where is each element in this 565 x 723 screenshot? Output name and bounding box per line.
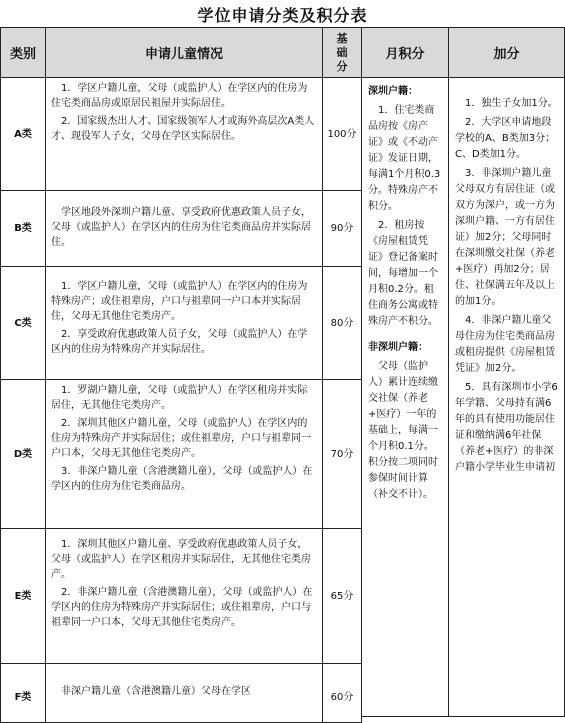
situation-item: 1．学区户籍儿童，父母（或监护人）在学区内的住房为住宅类商品房或原居民祖屋并实际居住。 <box>51 83 308 109</box>
situation-item: 2．深圳其他区户籍儿童，父母（或监护人）在学区内的住房为特殊房产并实际居住；或住祖辈房，户口与祖辈同一户口本，父母无其他住宅类房产。 <box>51 418 311 459</box>
score-cell: 70分 <box>322 379 362 529</box>
situation-cell <box>45 379 323 529</box>
nonlocal-heading: 非深圳户籍： <box>368 342 428 353</box>
category-cell: B类 <box>0 190 46 267</box>
bonus-rule: 1．独生子女加1分。 <box>465 98 558 109</box>
score-cell: 90分 <box>322 190 362 267</box>
bonus-cell <box>448 77 565 717</box>
bonus-rule: 4．非深户籍儿童父母住房为住宅类商品房或租房提供《房屋租赁凭证》加2分。 <box>455 315 555 374</box>
category-cell: A类 <box>0 77 46 191</box>
situation-item: 3．非深户籍儿童（含港澳籍儿童），父母（或监护人）在学区内的住房为住宅类商品房。 <box>51 466 313 492</box>
header-situation: 申请儿童情况 <box>45 27 323 78</box>
situation-item: 学区地段外深圳户籍儿童、享受政府优惠政策人员子女，父母（或监护人）在学区内的住房为住宅类商品房并实际居住。 <box>51 207 311 248</box>
score-cell: 60分 <box>322 663 362 723</box>
shenzhen-heading: 深圳户籍： <box>368 86 418 97</box>
situation-item: 1．罗湖户籍儿童，父母（或监护人）在学区租房并实际居住，无其他住宅类房产。 <box>51 385 308 411</box>
score-cell: 65分 <box>322 528 362 664</box>
bonus-rule: 2．大学区申请地段学校的A、B类加3分；C、D类加1分。 <box>455 117 556 160</box>
score-cell: 100分 <box>322 77 362 191</box>
monthly-rule: 父母（监护人）累计连续缴交社保（养老+医疗）一年的基础上，每满一个月积0.1分。积分按二项同时参保时间计算（补交不计）。 <box>368 361 438 500</box>
category-cell: D类 <box>0 379 46 529</box>
monthly-rule: 2．租房按《房屋租赁凭证》登记备案时间，每增加一个月积0.2分。租住商务公寓或特殊房产不积分。 <box>368 220 438 327</box>
situation-item: 1．深圳其他区户籍儿童、享受政府优惠政策人员子女，父母（或监护人）在学区租房并实际居住，无其他住宅类房产。 <box>51 539 311 580</box>
header-base-score-char: 基 <box>336 31 348 45</box>
monthly-rule: 1．住宅类商品房按《房产证》或《不动产证》发证日期，每满1个月积0.3分。特殊房产不积分。 <box>368 105 441 212</box>
category-cell: C类 <box>0 266 46 380</box>
header-base-score-char: 分 <box>336 59 348 73</box>
situation-cell <box>45 77 323 191</box>
header-monthly-points: 月积分 <box>361 27 449 78</box>
header-base-score-char: 础 <box>336 45 348 59</box>
situation-cell <box>45 266 323 380</box>
situation-cell <box>45 663 323 723</box>
monthly-points-cell <box>361 77 449 717</box>
bonus-rule: 3．非深圳户籍儿童父母双方有居住证（或双方为深户，或一方为深圳户籍、一方有居住证）加2分；父母同时在深圳缴交社保（养老+医疗）再加2分；居住、社保满五年及以上的加1分。 <box>455 168 555 307</box>
header-category: 类别 <box>0 27 46 78</box>
category-cell: F类 <box>0 663 46 723</box>
header-base-score <box>322 27 362 78</box>
situation-item: 2．享受政府优惠政策人员子女，父母（或监护人）在学区内的住房为特殊房产并实际居住。 <box>51 329 308 355</box>
category-cell: E类 <box>0 528 46 664</box>
situation-item: 2．非深户籍儿童（含港澳籍儿童），父母（或监护人）在学区内的住房为特殊房产并实际居住；或住祖辈房，户口与祖辈同一户口本，父母无其他住宅类房产。 <box>51 587 313 628</box>
situation-item: 1．学区户籍儿童，父母（或监护人）在学区内的住房为特殊房产；或住祖辈房，户口与祖辈同一户口本并实际居住，父母无其他住宅类房产。 <box>51 281 308 322</box>
score-cell: 80分 <box>322 266 362 380</box>
situation-item: 非深户籍儿童（含港澳籍儿童）父母在学区 <box>61 686 251 697</box>
situation-cell <box>45 190 323 267</box>
bonus-rule: 5．具有深圳市小学6年学籍、父母持有满6年的具有使用功能居住证和缴纳满6年社保（养老+医疗）的非深户籍小学毕业生申请初 <box>455 382 558 473</box>
situation-item: 2．国家级杰出人才、国家级领军人才或海外高层次A类人才、现役军人子女，父母在学区实际居住。 <box>51 116 315 142</box>
situation-cell <box>45 528 323 664</box>
header-bonus: 加分 <box>448 27 565 78</box>
table-title: 学位申请分类及积分表 <box>197 6 368 25</box>
